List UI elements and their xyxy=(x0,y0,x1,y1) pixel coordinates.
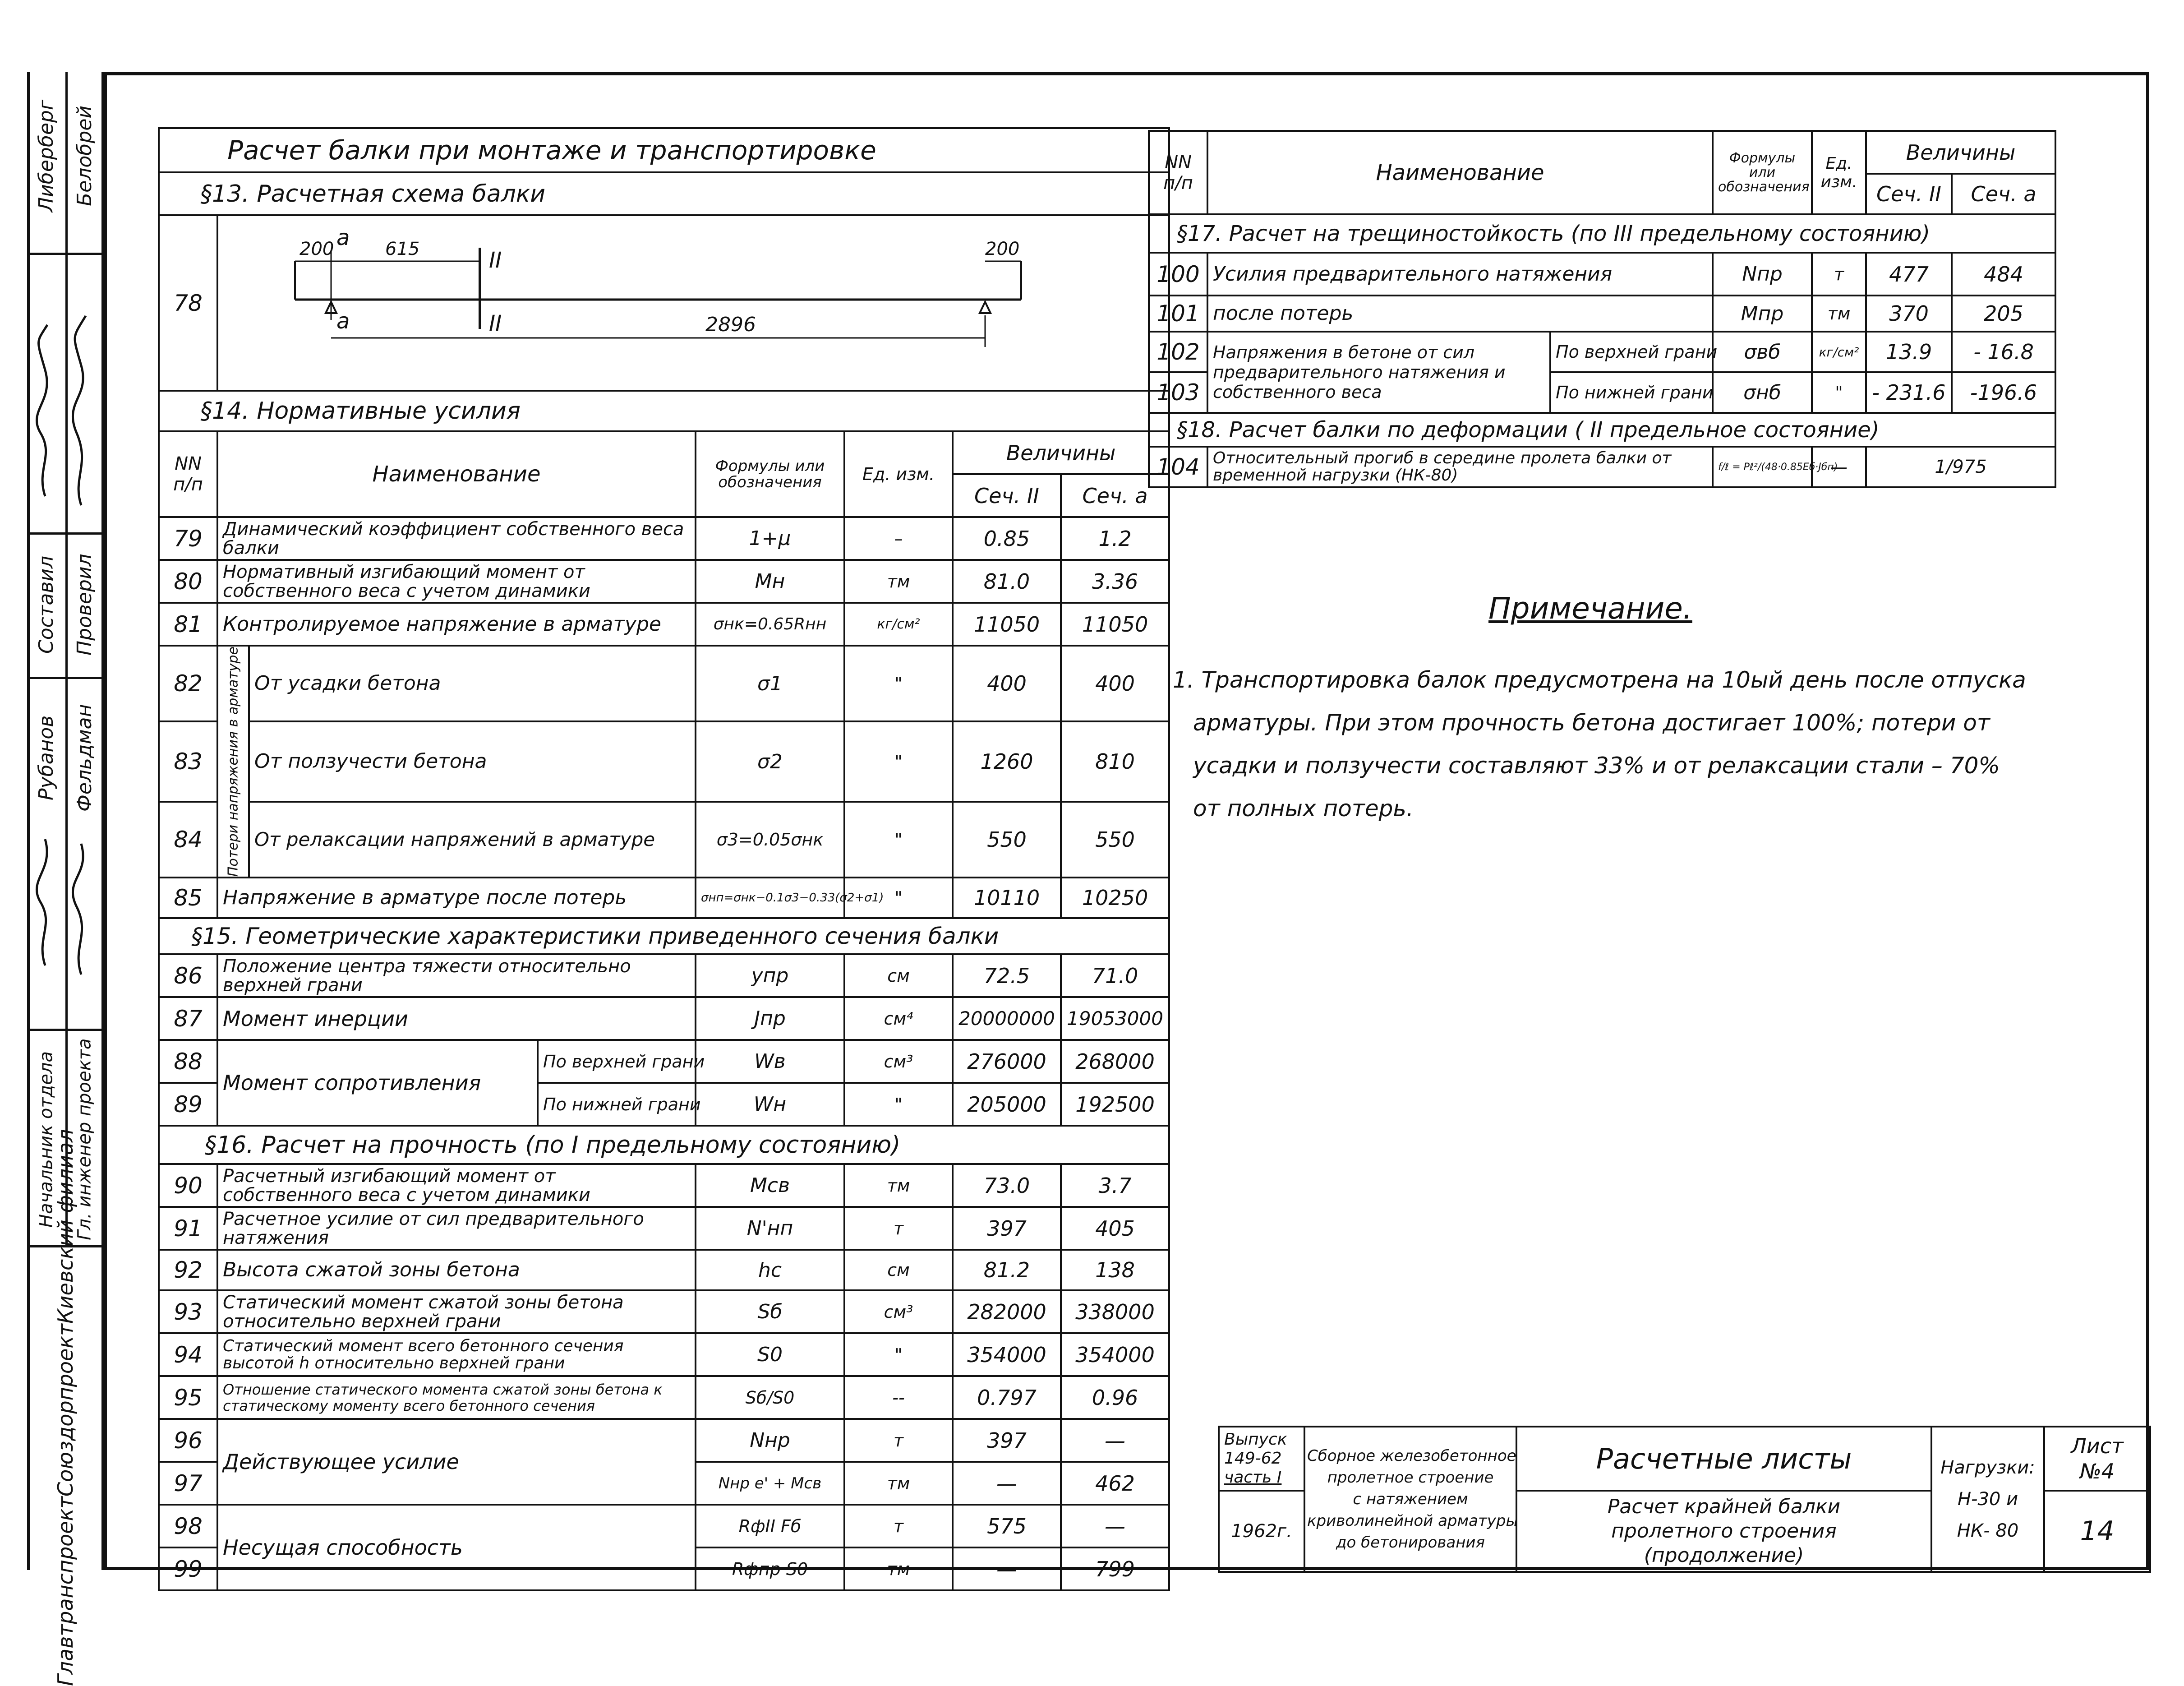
header-sec-a: Сеч. а xyxy=(1061,474,1169,517)
header-name: Наименование xyxy=(217,431,696,517)
signatures xyxy=(27,253,104,1119)
org-name: Главтранспроект Союздорпроект Киевский филиал xyxy=(53,1129,78,1686)
left-table xyxy=(158,127,1170,1591)
table-row: 79 Динамический коэффициент собственного веса балки 1+μ – 0.85 1.2 xyxy=(159,517,1169,560)
table-row: 97 Nнр e' + Mсв тм — 462 xyxy=(159,1462,1169,1505)
table-row: 100 Усилия предварительного натяжения Nпр т 477 484 xyxy=(1149,253,2055,296)
row-number: 78 xyxy=(159,215,217,391)
dim-615: 615 xyxy=(385,239,420,259)
sheet-label-cell: Лист №4 xyxy=(2044,1427,2150,1491)
section-a-top: a xyxy=(336,225,350,250)
table-row: 102 Напряжения в бетоне от сил предварительного натяжения и собственного веса По верхней грани σвб кг/см² 13.9 - 16.8 xyxy=(1149,332,2055,372)
header-unit: Ед. изм. xyxy=(844,431,953,517)
header-sec-a: Сеч. а xyxy=(1952,174,2055,214)
header-nn: NN п/п xyxy=(159,431,217,517)
table-row: 92 Высота сжатой зоны бетона hc см 81.2 138 xyxy=(159,1250,1169,1290)
table-row: 104 Относительный прогиб в середине пролета балки от временной нагрузки (НК-80) f/ℓ = Pℓ²/(48·0.85Eб·Jбп) — 1/975 xyxy=(1149,447,2055,487)
name-liberberg: Либерберг xyxy=(35,99,58,212)
name-feldman: Фельдман xyxy=(73,704,96,812)
title-block xyxy=(1218,1426,2151,1573)
note-line: от полных потерь. xyxy=(1193,795,1414,822)
table-row: 99 Rфпр S0 тм — 799 xyxy=(159,1547,1169,1590)
structure-description: Сборное железобетонное пролетное строение с натяжением криволинейной арматуры до бетонирования xyxy=(1304,1427,1516,1572)
beam-scheme xyxy=(217,215,1169,391)
table-row: 88 Момент сопротивления По верхней грани Wв см³ 276000 268000 xyxy=(159,1040,1169,1083)
loads-cell: Нагрузки: Н-30 и НК- 80 xyxy=(1931,1427,2044,1572)
note-line: усадки и ползучести составляют 33% и от релаксации стали – 70% xyxy=(1193,753,2000,779)
note-line: 1. Транспортировка балок предусмотрена на 10ый день после отпуска xyxy=(1173,667,2026,693)
right-table xyxy=(1148,130,2056,488)
table-row: 98 Несущая способность RфII Fб т 575 — xyxy=(159,1505,1169,1547)
note-line: арматуры. При этом прочность бетона достигает 100%; потери от xyxy=(1193,710,1990,736)
section-18-title: §18. Расчет балки по деформации ( II предельное состояние) xyxy=(1149,413,2055,447)
year-cell: 1962г. xyxy=(1219,1491,1304,1572)
table-row: 101 после потерь Mпр тм 370 205 xyxy=(1149,296,2055,332)
table-row: 90 Расчетный изгибающий момент от собственного веса с учетом динамики Mсв тм 73.0 3.7 xyxy=(159,1164,1169,1207)
section-17-title: §17. Расчет на трещиностойкость (по III предельному состоянию) xyxy=(1149,214,2055,253)
dim-span: 2896 xyxy=(705,313,756,336)
table-row: 89 По нижней грани Wн " 205000 192500 xyxy=(159,1083,1169,1126)
dim-200-left: 200 xyxy=(299,239,334,259)
left-strip xyxy=(27,72,104,1686)
section-a-bottom: a xyxy=(336,309,350,334)
header-formula: Формулы или обозначения xyxy=(1713,131,1812,214)
losses-label: Потери напряжения в арматуре xyxy=(217,646,249,878)
header-sec-2: Сеч. II xyxy=(1866,174,1952,214)
table-row: 83 От ползучести бетона σ2 " 1260 810 xyxy=(159,721,1169,802)
table-row: 93 Статический момент сжатой зоны бетона относительно верхней грани Sб см³ 282000 338000 xyxy=(159,1290,1169,1333)
header-formula: Формулы или обозначения xyxy=(696,431,844,517)
issue-cell: Выпуск 149-62 часть I xyxy=(1219,1427,1304,1491)
table-row: 86 Положение центра тяжести относительно верхней грани yпр см 72.5 71.0 xyxy=(159,954,1169,997)
table-row: 91 Расчетное усилие от сил предварительного натяжения N'нп т 397 405 xyxy=(159,1207,1169,1250)
table-row: 82 Потери напряжения в арматуре От усадки бетона σ1 " 400 400 xyxy=(159,646,1169,721)
label-sostavil: Составил xyxy=(35,555,58,654)
section-15-title: §15. Геометрические характеристики приведенного сечения балки xyxy=(159,918,1169,954)
table-row: 84 От релаксации напряжений в арматуре σ3=0.05σнк " 550 550 xyxy=(159,802,1169,878)
dim-200-right: 200 xyxy=(985,239,1020,259)
section-14-title: §14. Нормативные усилия xyxy=(159,391,1169,431)
section-ii-top: II xyxy=(489,248,502,273)
sheet-subtitle: Расчет крайней балки пролетного строения (продолжение) xyxy=(1516,1491,1931,1572)
table-row: 85 Напряжение в арматуре после потерь σнп=σнк−0.1σ3−0.33(σ2+σ1) " 10110 10250 xyxy=(159,878,1169,918)
table-row: 95 Отношение статического момента сжатой зоны бетона к статическому моменту всего бетонного сечения Sб/S0 -- 0.797 0.96 xyxy=(159,1376,1169,1419)
label-proveril: Проверил xyxy=(73,554,96,656)
table-row: 96 Действующее усилие Nнр т 397 — xyxy=(159,1419,1169,1462)
label-head-dept: Начальник отдела xyxy=(36,1051,57,1228)
sheet-title: Расчетные листы xyxy=(1516,1427,1931,1491)
page-number: 14 xyxy=(2044,1491,2150,1572)
table-row: 87 Момент инерции Jпр см⁴ 20000000 19053000 xyxy=(159,997,1169,1040)
note-body xyxy=(1173,659,2030,830)
header-values: Величины xyxy=(1866,131,2055,174)
table-row: 81 Контролируемое напряжение в арматуре σнк=0.65Rнн кг/см² 11050 11050 xyxy=(159,603,1169,646)
table-row: 94 Статический момент всего бетонного сечения высотой h относительно верхней грани S0 " 354000 354000 xyxy=(159,1333,1169,1376)
header-values: Величины xyxy=(953,431,1169,474)
section-13-title: §13. Расчетная схема балки xyxy=(159,172,1169,215)
section-16-title: §16. Расчет на прочность (по I предельному состоянию) xyxy=(159,1126,1169,1164)
header-unit: Ед. изм. xyxy=(1812,131,1866,214)
main-title: Расчет балки при монтаже и транспортировке xyxy=(159,128,1169,172)
note-title: Примечание. xyxy=(1488,591,1692,626)
name-belobrei: Белобрей xyxy=(73,105,96,206)
name-rubanov: Рубанов xyxy=(35,715,58,801)
header-sec-2: Сеч. II xyxy=(953,474,1061,517)
table-row: 103 По нижней грани σнб " - 231.6 -196.6 xyxy=(1149,372,2055,413)
label-chief-engineer: Гл. инженер проекта xyxy=(74,1038,95,1240)
header-nn: NN п/п xyxy=(1149,131,1207,214)
section-ii-bottom: II xyxy=(489,311,502,336)
header-name: Наименование xyxy=(1207,131,1713,214)
table-row: 80 Нормативный изгибающий момент от собственного веса с учетом динамики Mн тм 81.0 3.36 xyxy=(159,560,1169,603)
